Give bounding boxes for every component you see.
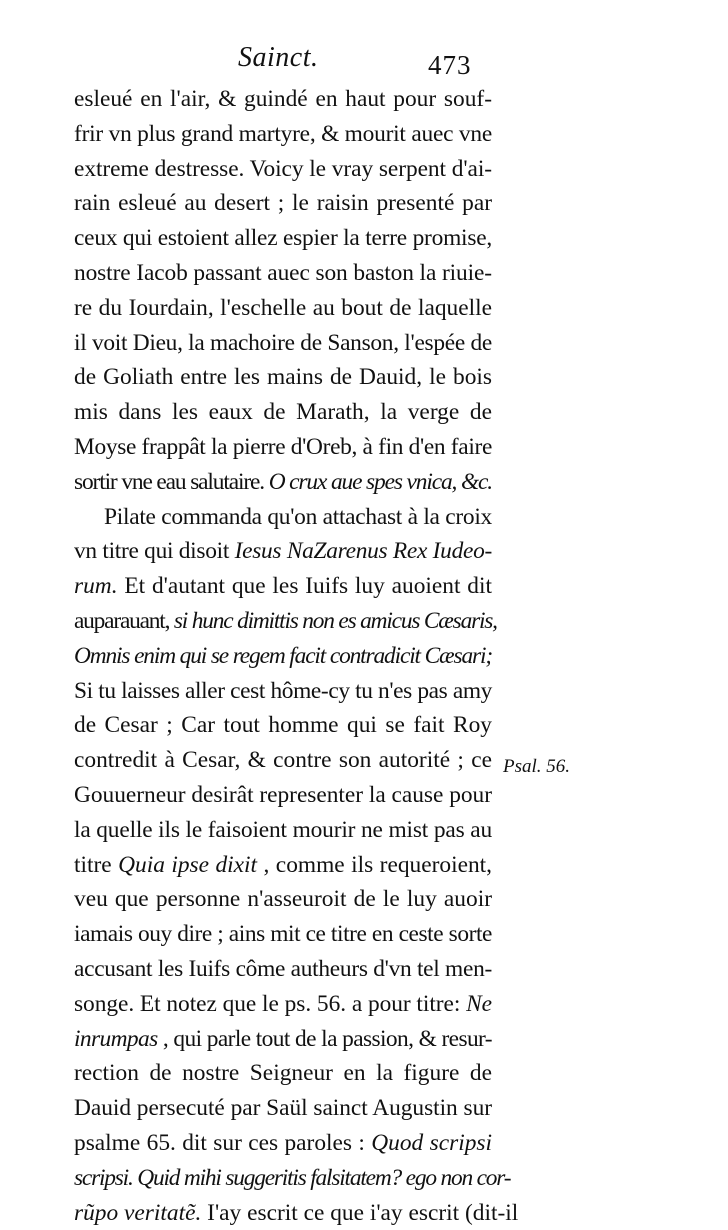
text-segment: accusant les Iuifs côme autheurs d'vn tel men- (74, 956, 492, 982)
text-line (74, 987, 492, 1022)
text-line (74, 326, 492, 361)
text-line (74, 569, 492, 604)
text-segment: nostre Iacob passant auec son baston la riuie- (74, 260, 492, 286)
text-segment: re du Iourdain, l'eschelle au bout de laquelle (74, 295, 492, 321)
italic-segment: scripsi. Quid mihi suggeritis falsitatem? ego non cor- (74, 1165, 510, 1191)
text-line (74, 1126, 492, 1161)
text-segment: I'ay escrit ce que i'ay escrit (dit-il (201, 1200, 518, 1226)
text-line (74, 117, 492, 152)
italic-segment: rũpo veritatẽ. (74, 1200, 201, 1226)
text-line (74, 639, 492, 674)
text-segment: Dauid persecuté par Saül sainct Augustin sur (74, 1095, 492, 1121)
text-line (74, 221, 492, 256)
text-line (74, 813, 492, 848)
text-segment: extreme destresse. Voicy le vray serpent d'ai- (74, 156, 492, 182)
text-line (74, 952, 492, 987)
text-line (74, 1196, 492, 1230)
text-line (74, 395, 492, 430)
text-line (74, 534, 492, 569)
italic-segment: si hunc dimittis non es amicus Cæsaris, (174, 608, 497, 634)
text-segment: vn titre qui disoit (74, 538, 235, 564)
text-segment: psalme 65. dit sur ces paroles : (74, 1130, 371, 1156)
text-line (74, 917, 492, 952)
text-line (74, 430, 492, 465)
text-line (74, 1022, 492, 1057)
text-segment: , qui parle tout de la passion, & resur- (158, 1026, 492, 1052)
page-number: 473 (428, 50, 472, 81)
text-segment: mis dans les eaux de Marath, la verge de (74, 399, 492, 425)
text-segment: sortir vne eau salutaire. (74, 469, 269, 495)
text-segment: ceux qui estoient allez espier la terre promise, (74, 225, 492, 251)
text-segment: de Cesar ; Car tout homme qui se fait Roy (74, 712, 492, 738)
text-line (74, 882, 492, 917)
text-segment: auparauant, (74, 608, 174, 634)
italic-segment: Ne (466, 991, 492, 1017)
text-segment: Et d'autant que les Iuifs luy auoient dit (118, 573, 492, 599)
text-line (74, 82, 492, 117)
text-segment: Pilate commanda qu'on attachast à la croix (104, 504, 492, 530)
text-segment: rain esleué au desert ; le raisin presenté par (74, 190, 492, 216)
text-segment: frir vn plus grand martyre, & mourit auec vne (74, 121, 492, 147)
italic-segment: Iesus NaZarenus Rex Iudeo- (235, 538, 492, 564)
text-line (74, 360, 492, 395)
text-segment: , comme ils requeroient, (257, 852, 492, 878)
text-line (74, 604, 492, 639)
text-line (74, 500, 492, 535)
text-line (74, 848, 492, 883)
text-segment: Si tu laisses aller cest hôme-cy tu n'es pas amy (74, 678, 492, 704)
text-segment: il voit Dieu, la machoire de Sanson, l'espée de (74, 330, 492, 356)
text-line (74, 743, 492, 778)
italic-segment: Quod scripsi (371, 1130, 492, 1156)
text-line (74, 291, 492, 326)
italic-segment: Omnis enim qui se regem facit contradicit Cæsari; (74, 643, 492, 669)
text-segment: esleué en l'air, & guindé en haut pour souf- (74, 86, 492, 112)
text-line (74, 1056, 492, 1091)
text-line (74, 674, 492, 709)
text-segment: iamais ouy dire ; ains mit ce titre en ceste sorte (74, 921, 492, 947)
text-segment: de Goliath entre les mains de Dauid, le bois (74, 364, 492, 390)
text-line (74, 186, 492, 221)
italic-segment: rum. (74, 573, 118, 599)
italic-segment: O crux aue spes vnica, &c. (269, 469, 492, 495)
text-segment: Moyse frappât la pierre d'Oreb, à fin d'en faire (74, 434, 492, 460)
text-line (74, 778, 492, 813)
text-segment: Gouuerneur desirât representer la cause pour (74, 782, 492, 808)
text-line (74, 465, 492, 500)
margin-note: Psal. 56. (503, 756, 570, 778)
text-segment: la quelle ils le faisoient mourir ne mist pas au (74, 817, 492, 843)
italic-segment: inrumpas (74, 1026, 158, 1052)
text-segment: veu que personne n'asseuroit de le luy auoir (74, 886, 492, 912)
body-text (74, 82, 492, 1230)
text-line (74, 152, 492, 187)
text-segment: titre (74, 852, 118, 878)
text-line (74, 1161, 492, 1196)
italic-segment: Quia ipse dixit (118, 852, 257, 878)
text-segment: contredit à Cesar, & contre son autorité ; ce (74, 747, 492, 773)
running-head: Sainct. (238, 42, 319, 74)
text-line (74, 708, 492, 743)
text-segment: songe. Et notez que le ps. 56. a pour titre: (74, 991, 466, 1017)
text-line (74, 256, 492, 291)
text-line (74, 1091, 492, 1126)
text-segment: rection de nostre Seigneur en la figure de (74, 1060, 492, 1086)
